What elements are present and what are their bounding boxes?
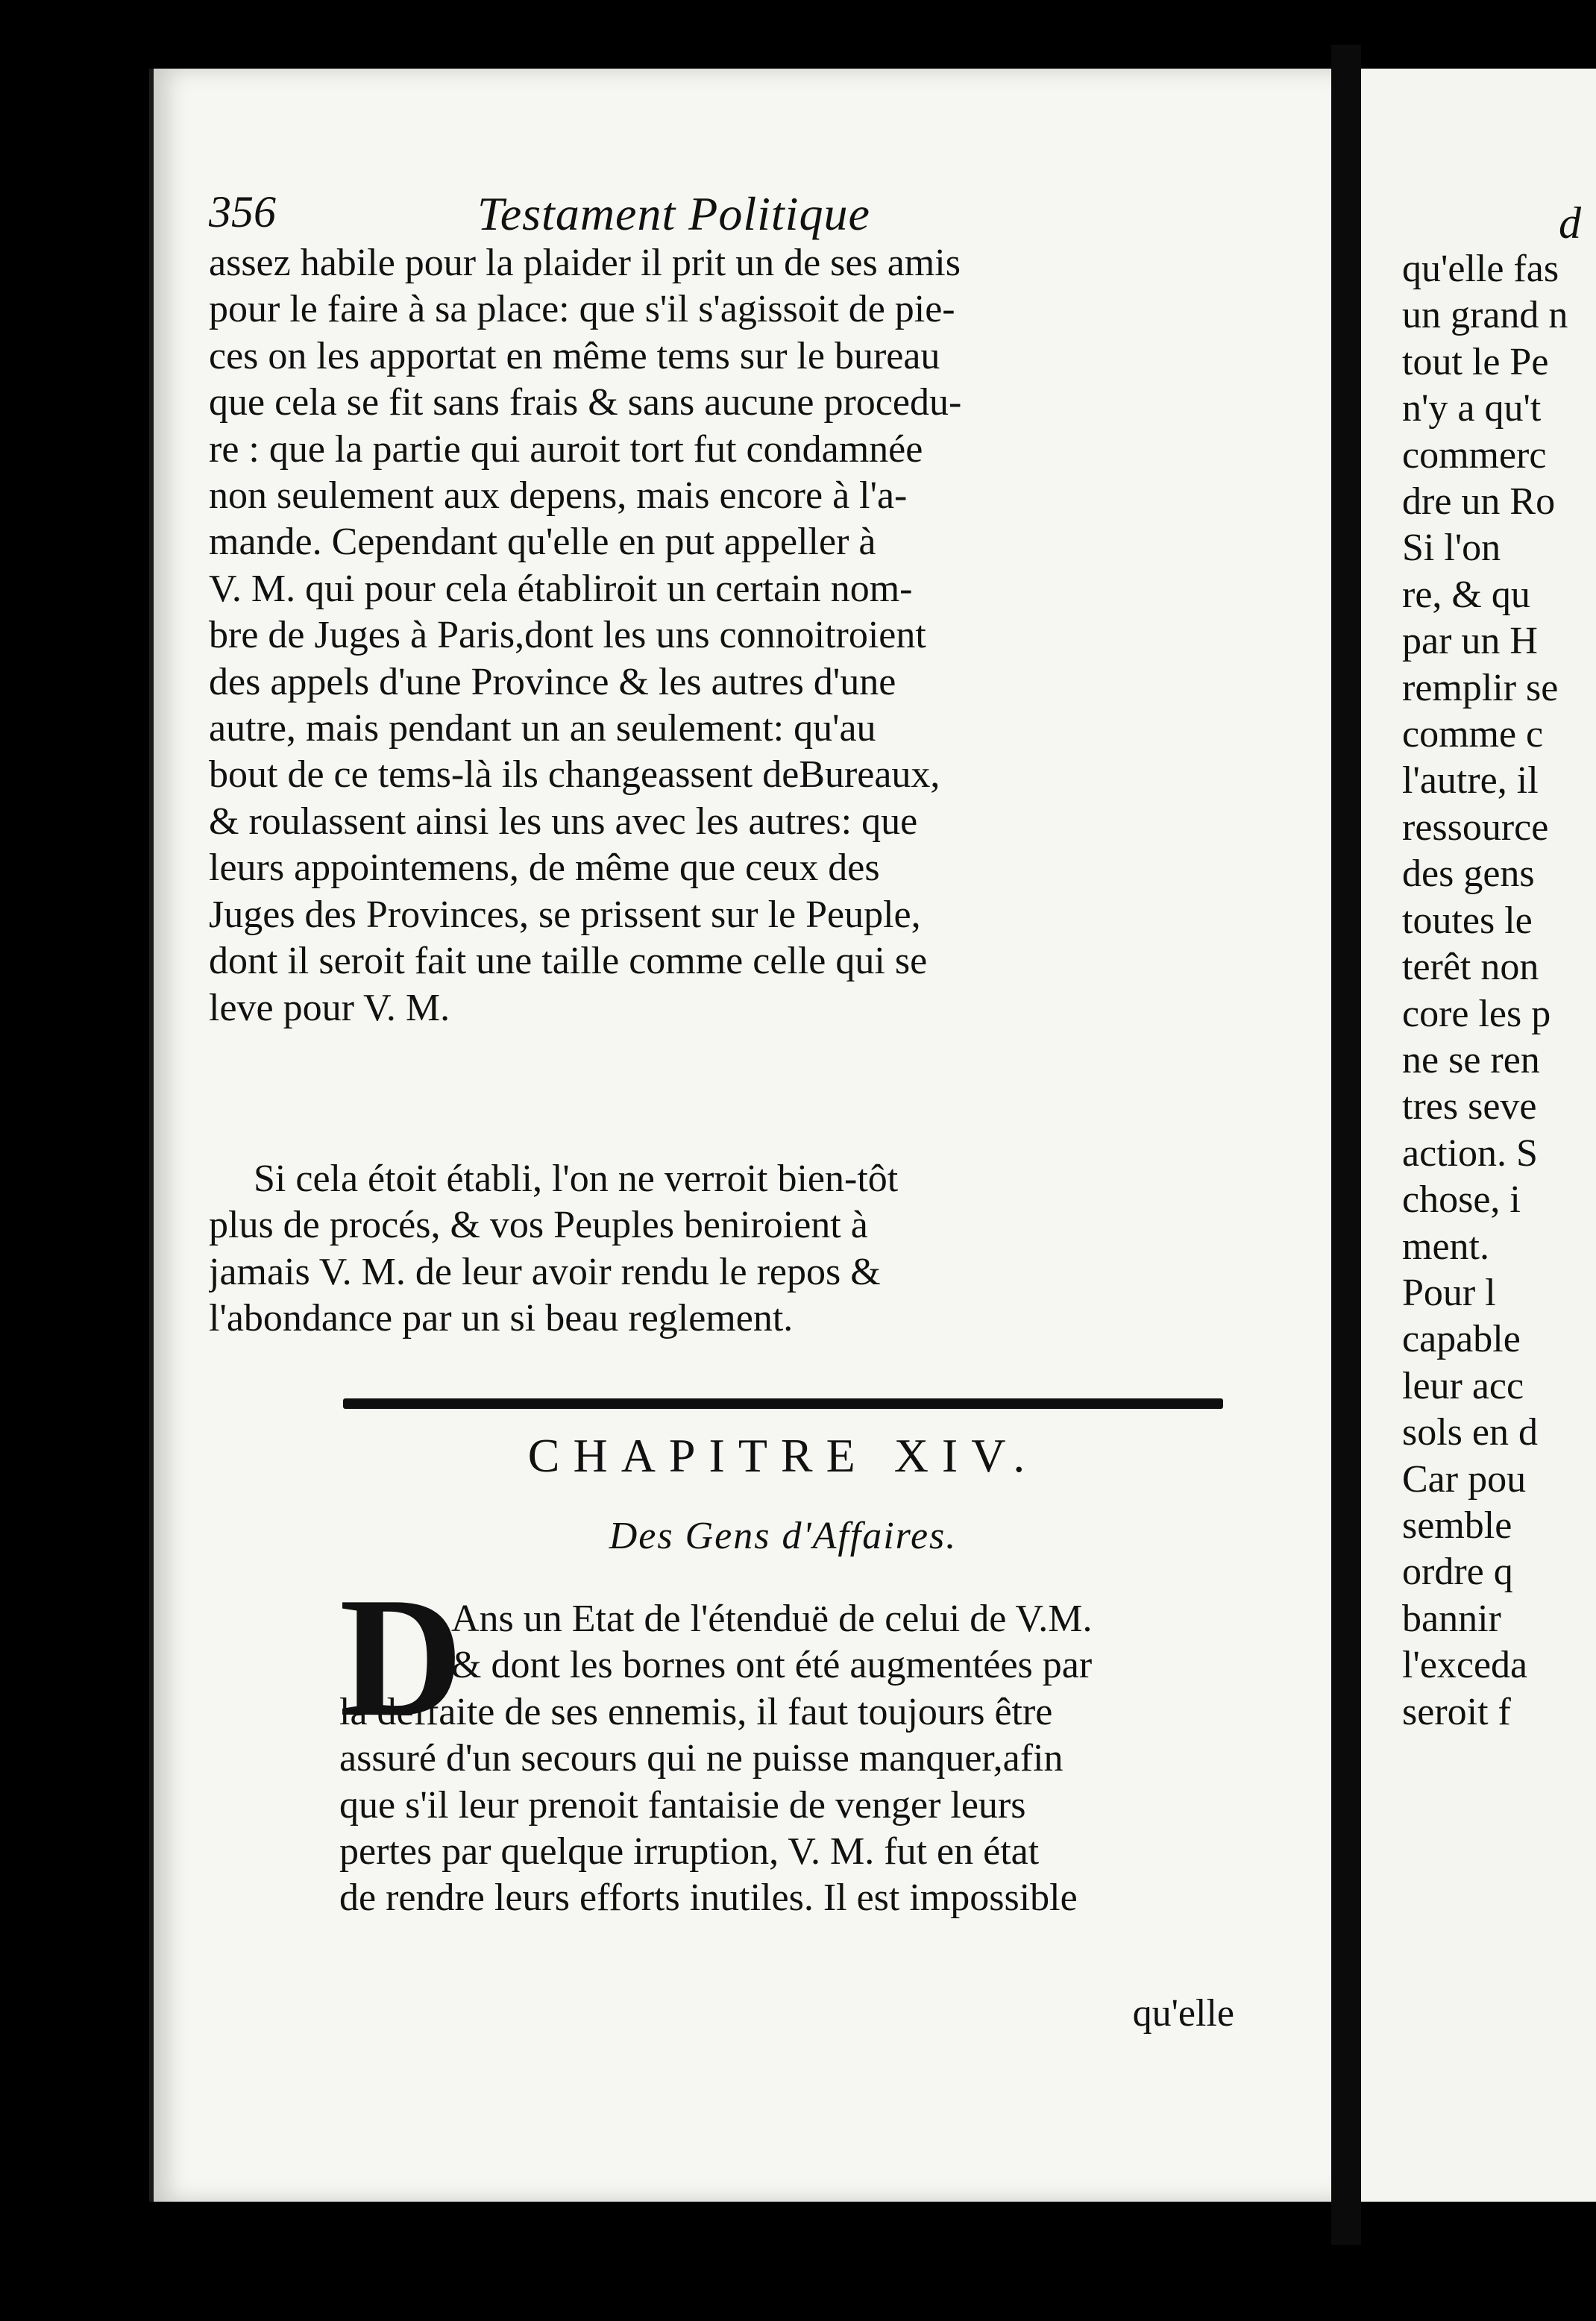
text-line: plus de procés, & vos Peuples beniroient à — [209, 1204, 868, 1247]
text-line: Si cela étoit établi, l'on ne verroit bien-tôt — [254, 1158, 899, 1200]
text-line: & roulassent ainsi les uns avec les autres: que — [209, 800, 918, 843]
paragraph-2 — [209, 1156, 1253, 1342]
text-line: sols en d — [1402, 1411, 1538, 1454]
text-line: leurs appointemens, de même que ceux des — [209, 847, 880, 890]
text-line: leve pour V. M. — [209, 986, 450, 1029]
text-line: des appels d'une Province & les autres d'une — [209, 660, 896, 703]
text-line: dre un Ro — [1402, 480, 1556, 524]
text-line: ne se ren — [1402, 1038, 1540, 1081]
text-line: tout le Pe — [1402, 340, 1549, 383]
text-line: Car pou — [1402, 1457, 1527, 1501]
text-line: toutes le — [1402, 899, 1533, 942]
text-line: que s'il leur prenoit fantaisie de venger leurs — [339, 1783, 1026, 1827]
text-line: assuré d'un secours qui ne puisse manquer,afin — [339, 1737, 1064, 1780]
text-line: de rendre leurs efforts inutiles. Il est impossible — [339, 1876, 1078, 1920]
right-page-header-fragment: d — [1559, 198, 1581, 248]
text-line: l'autre, il — [1402, 759, 1539, 803]
right-page-text — [1402, 246, 1596, 1736]
text-line: des gens — [1402, 852, 1535, 896]
text-line: qu'elle fas — [1402, 248, 1559, 290]
text-line: ces on les apportat en même tems sur le bureau — [209, 334, 940, 377]
paragraph-1 — [209, 240, 1253, 1031]
text-line: bout de ce tems-là ils changeassent deBureaux, — [209, 753, 940, 797]
text-line: un grand n — [1402, 294, 1568, 337]
text-line: action. S — [1402, 1131, 1538, 1175]
text-line: la deffaite de ses ennemis, il faut toujours être — [339, 1690, 1053, 1733]
text-line: semble — [1402, 1504, 1512, 1547]
text-line: pertes par quelque irruption, V. M. fut en état — [339, 1830, 1040, 1874]
text-line: n'y a qu't — [1402, 387, 1542, 430]
chapter-rule — [343, 1398, 1223, 1409]
text-line: l'exceda — [1402, 1644, 1528, 1687]
text-line: bre de Juges à Paris,dont les uns connoitroient — [209, 614, 926, 657]
catchword: qu'elle — [1132, 1992, 1234, 2035]
paragraph-3 — [339, 1596, 1234, 1922]
text-line: pour le faire à sa place: que s'il s'agissoit de pie- — [209, 288, 955, 331]
text-line: & dont les bornes ont été augmentées par — [451, 1644, 1093, 1687]
text-line: bannir — [1402, 1597, 1501, 1640]
text-line: par un H — [1402, 620, 1538, 663]
text-line: terêt non — [1402, 946, 1539, 989]
text-line: ressource — [1402, 805, 1549, 849]
chapter-subtitle: Des Gens d'Affaires. — [609, 1515, 958, 1557]
text-line: remplir se — [1402, 666, 1559, 709]
text-line: V. M. qui pour cela établiroit un certain nom- — [209, 567, 913, 610]
page-header — [209, 186, 1253, 239]
text-line: comme c — [1402, 713, 1544, 756]
page-number: 356 — [209, 187, 276, 236]
text-line: autre, mais pendant un an seulement: qu'au — [209, 707, 876, 750]
text-line: que cela se fit sans frais & sans aucune procedu- — [209, 381, 962, 424]
text-line: Juges des Provinces, se prissent sur le Peuple, — [209, 893, 921, 936]
text-line: re : que la partie qui auroit tort fut condamnée — [209, 427, 923, 471]
text-line: re, & qu — [1402, 573, 1530, 616]
book-gutter — [1331, 45, 1361, 2245]
text-line: chose, i — [1402, 1178, 1521, 1222]
text-line: Si l'on — [1402, 527, 1501, 570]
text-line: capable — [1402, 1318, 1521, 1361]
text-line: ment. — [1402, 1225, 1489, 1268]
text-line: jamais V. M. de leur avoir rendu le repos & — [209, 1250, 881, 1293]
text-line: commerc — [1402, 433, 1547, 477]
text-line: ordre q — [1402, 1551, 1513, 1594]
drop-cap: D — [339, 1562, 464, 1752]
text-line: assez habile pour la plaider il prit un de ses amis — [209, 242, 961, 284]
text-line: l'abondance par un si beau reglement. — [209, 1297, 794, 1340]
text-line: Ans un Etat de l'étenduë de celui de V.M. — [451, 1598, 1093, 1640]
chapter-heading: CHAPITRE XIV. — [527, 1429, 1039, 1482]
text-line: tres seve — [1402, 1085, 1537, 1128]
running-title: Testament Politique — [477, 187, 870, 240]
text-line: seroit f — [1402, 1690, 1511, 1733]
text-line: mande. Cependant qu'elle en put appeller à — [209, 521, 876, 564]
text-line: Pour l — [1402, 1271, 1496, 1314]
text-line: core les p — [1402, 992, 1551, 1035]
text-line: dont il seroit fait une taille comme celle qui se — [209, 940, 928, 983]
text-line: non seulement aux depens, mais encore à l'a- — [209, 474, 908, 518]
text-line: leur acc — [1402, 1364, 1524, 1407]
